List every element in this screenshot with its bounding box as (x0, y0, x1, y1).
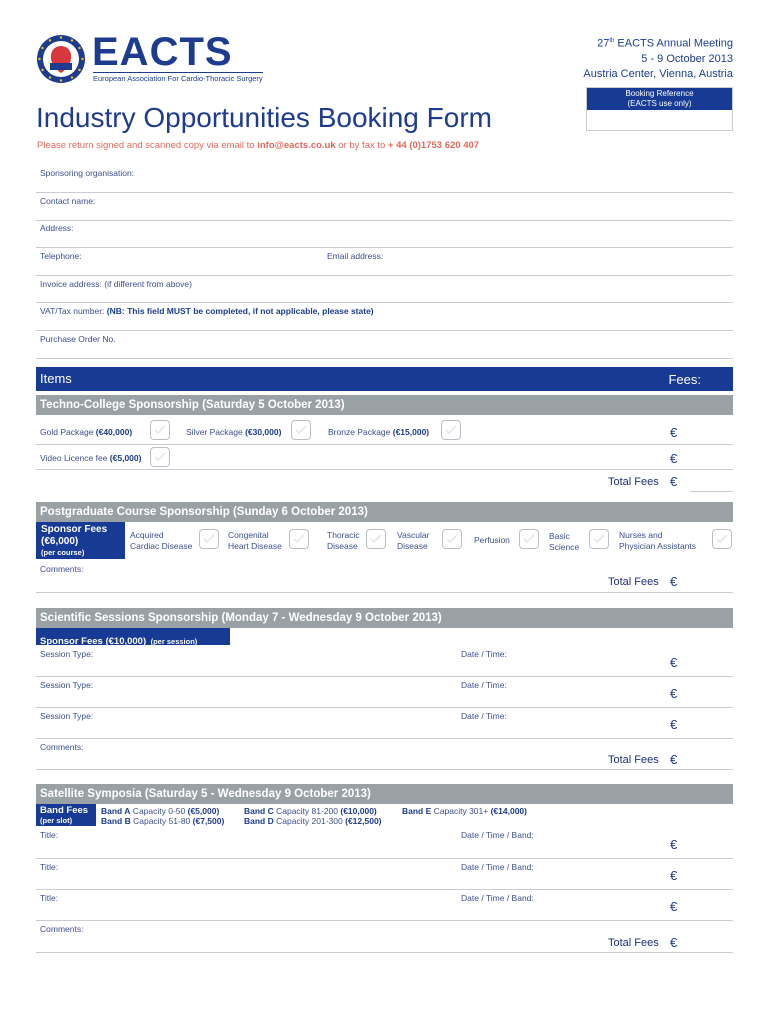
bronze-package-checkbox[interactable] (441, 420, 461, 440)
postgraduate-section-title: Postgraduate Course Sponsorship (Sunday 6 October 2013) (36, 502, 733, 522)
check-icon (202, 532, 216, 546)
divider (36, 358, 733, 359)
divider (36, 676, 733, 677)
band-e-label: Band E Capacity 301+ (€14,000) (402, 806, 527, 816)
booking-ref-title: Booking Reference (625, 89, 694, 98)
techno-college-section-title: Techno-College Sponsorship (Saturday 5 October 2013) (36, 395, 733, 415)
euro-symbol: € (670, 425, 678, 440)
email-field[interactable]: Email address: (327, 251, 384, 261)
euro-symbol: € (670, 899, 678, 914)
brand-name: EACTS (92, 30, 233, 74)
eacts-logo (36, 30, 263, 84)
check-icon (592, 532, 606, 546)
course-basic-science-label: Basic Science (549, 531, 580, 552)
vat-note: (NB: This field MUST be completed, if not applicable, please state) (106, 306, 374, 316)
course-vascular-label: Vascular Disease (397, 530, 430, 551)
items-header-bar (36, 367, 733, 391)
euro-symbol: € (670, 717, 678, 732)
course-nurses-label: Nurses and Physician Assistants (619, 530, 697, 551)
contact-fax: + 44 (0)1753 620 407 (387, 140, 480, 151)
divider (36, 192, 733, 193)
course-congenital-heart-checkbox[interactable] (289, 529, 309, 549)
invoice-address-field[interactable]: Invoice address: (if different from above) (40, 279, 192, 289)
telephone-field[interactable]: Telephone: (40, 251, 82, 261)
check-icon (715, 532, 729, 546)
page-title: Industry Opportunities Booking Form (36, 102, 492, 133)
meeting-info (583, 34, 733, 82)
session-date-time-field[interactable]: Date / Time: (461, 680, 507, 690)
divider (36, 952, 733, 953)
silver-package-checkbox[interactable] (291, 420, 311, 440)
postgrad-comments-field[interactable]: Comments: (40, 564, 84, 574)
sponsoring-org-field[interactable]: Sponsoring organisation: (40, 168, 135, 178)
booking-ref-field[interactable] (587, 110, 732, 131)
band-fees-box: Band Fees (per slot) (36, 804, 96, 826)
check-icon (444, 423, 458, 437)
divider (36, 769, 733, 770)
symposium-title-field[interactable]: Title: (40, 893, 59, 903)
session-date-time-field[interactable]: Date / Time: (461, 649, 507, 659)
symposium-date-band-field[interactable]: Date / Time / Band: (461, 893, 534, 903)
course-basic-science-checkbox[interactable] (589, 529, 609, 549)
course-nurses-checkbox[interactable] (712, 529, 732, 549)
session-date-time-field[interactable]: Date / Time: (461, 711, 507, 721)
check-icon (369, 532, 383, 546)
band-b-label: Band B Capacity 51-80 (€7,500) (101, 816, 225, 826)
techno-total-fees-field[interactable] (690, 491, 733, 492)
euro-symbol: € (670, 868, 678, 883)
silver-package-label: Silver Package (€30,000) (186, 427, 282, 437)
course-thoracic-checkbox[interactable] (366, 529, 386, 549)
contact-name-field[interactable]: Contact name: (40, 196, 96, 206)
band-d-label: Band D Capacity 201-300 (€12,500) (244, 816, 382, 826)
euro-symbol: € (670, 837, 678, 852)
booking-ref-sub: (EACTS use only) (627, 99, 692, 108)
satellite-section-title: Satellite Symposia (Saturday 5 - Wednesday 9 October 2013) (36, 784, 733, 804)
meeting-venue: Austria Center, Vienna, Austria (583, 67, 733, 80)
check-icon (445, 532, 459, 546)
band-c-label: Band C Capacity 81-200 (€10,000) (244, 806, 377, 816)
euro-symbol: € (670, 451, 678, 466)
divider (36, 302, 733, 303)
course-congenital-heart-label: Congenital Heart Disease (228, 530, 282, 551)
divider (36, 858, 733, 859)
session-type-field[interactable]: Session Type: (40, 649, 94, 659)
course-vascular-checkbox[interactable] (442, 529, 462, 549)
check-icon (153, 450, 167, 464)
divider (36, 738, 733, 739)
video-licence-label: Video Licence fee (€5,000) (40, 453, 142, 463)
euro-symbol: € (670, 474, 678, 489)
meeting-dates: 5 - 9 October 2013 (641, 52, 733, 65)
euro-symbol: € (670, 574, 678, 589)
gold-package-checkbox[interactable] (150, 420, 170, 440)
check-icon (522, 532, 536, 546)
symposium-title-field[interactable]: Title: (40, 862, 59, 872)
symposium-date-band-field[interactable]: Date / Time / Band: (461, 862, 534, 872)
check-icon (153, 423, 167, 437)
course-perfusion-checkbox[interactable] (519, 529, 539, 549)
bronze-package-label: Bronze Package (€15,000) (328, 427, 430, 437)
divider (36, 330, 733, 331)
booking-reference-box (586, 87, 733, 131)
eacts-emblem-icon (36, 34, 86, 84)
band-a-label: Band A Capacity 0-50 (€5,000) (101, 806, 220, 816)
euro-symbol: € (670, 935, 678, 950)
divider (36, 275, 733, 276)
purchase-order-field[interactable]: Purchase Order No. (40, 334, 116, 344)
satellite-comments-field[interactable]: Comments: (40, 924, 84, 934)
session-type-field[interactable]: Session Type: (40, 680, 94, 690)
address-field[interactable]: Address: (40, 223, 74, 233)
check-icon (294, 423, 308, 437)
course-perfusion-label: Perfusion (474, 535, 510, 545)
return-instructions: Please return signed and scanned copy via email to info@eacts.co.uk or by fax to + 44 (0)1753 620 407 (37, 140, 480, 151)
symposium-title-field[interactable]: Title: (40, 830, 59, 840)
vat-field[interactable]: VAT/Tax number: (NB: This field MUST be completed, if not applicable, please state) (40, 306, 374, 316)
video-licence-checkbox[interactable] (150, 447, 170, 467)
scientific-sponsor-fees-box: Sponsor Fees (€10,000) (per session) (36, 628, 230, 645)
divider (36, 247, 733, 248)
course-acquired-cardiac-label: Acquired Cardiac Disease (130, 530, 193, 551)
euro-symbol: € (670, 752, 678, 767)
divider (36, 469, 733, 470)
check-icon (292, 532, 306, 546)
techno-total-fees-label: Total Fees (608, 476, 659, 488)
symposium-date-band-field[interactable]: Date / Time / Band: (461, 830, 534, 840)
brand-subtitle: European Association For Cardio-Thoracic Surgery (93, 74, 263, 83)
scientific-section-title: Scientific Sessions Sponsorship (Monday 7 - Wednesday 9 October 2013) (36, 608, 733, 628)
divider (36, 707, 733, 708)
scientific-comments-field[interactable]: Comments: (40, 742, 84, 752)
meeting-title: 27th EACTS Annual Meeting (597, 37, 733, 50)
divider (36, 920, 733, 921)
divider (36, 592, 733, 593)
scientific-total-fees-label: Total Fees (608, 754, 659, 766)
course-acquired-cardiac-checkbox[interactable] (199, 529, 219, 549)
items-label: Items (40, 371, 72, 386)
session-type-field[interactable]: Session Type: (40, 711, 94, 721)
satellite-total-fees-label: Total Fees (608, 937, 659, 949)
course-thoracic-label: Thoracic Disease (327, 530, 360, 551)
euro-symbol: € (670, 686, 678, 701)
postgrad-sponsor-fees-box: Sponsor Fees (€6,000) (per course) (36, 522, 125, 559)
euro-symbol: € (670, 655, 678, 670)
fees-label: Fees: (668, 372, 701, 387)
contact-email[interactable]: info@eacts.co.uk (257, 140, 336, 151)
divider (36, 220, 733, 221)
divider (36, 889, 733, 890)
divider (36, 444, 733, 445)
postgrad-total-fees-label: Total Fees (608, 576, 659, 588)
gold-package-label: Gold Package (€40,000) (40, 427, 133, 437)
